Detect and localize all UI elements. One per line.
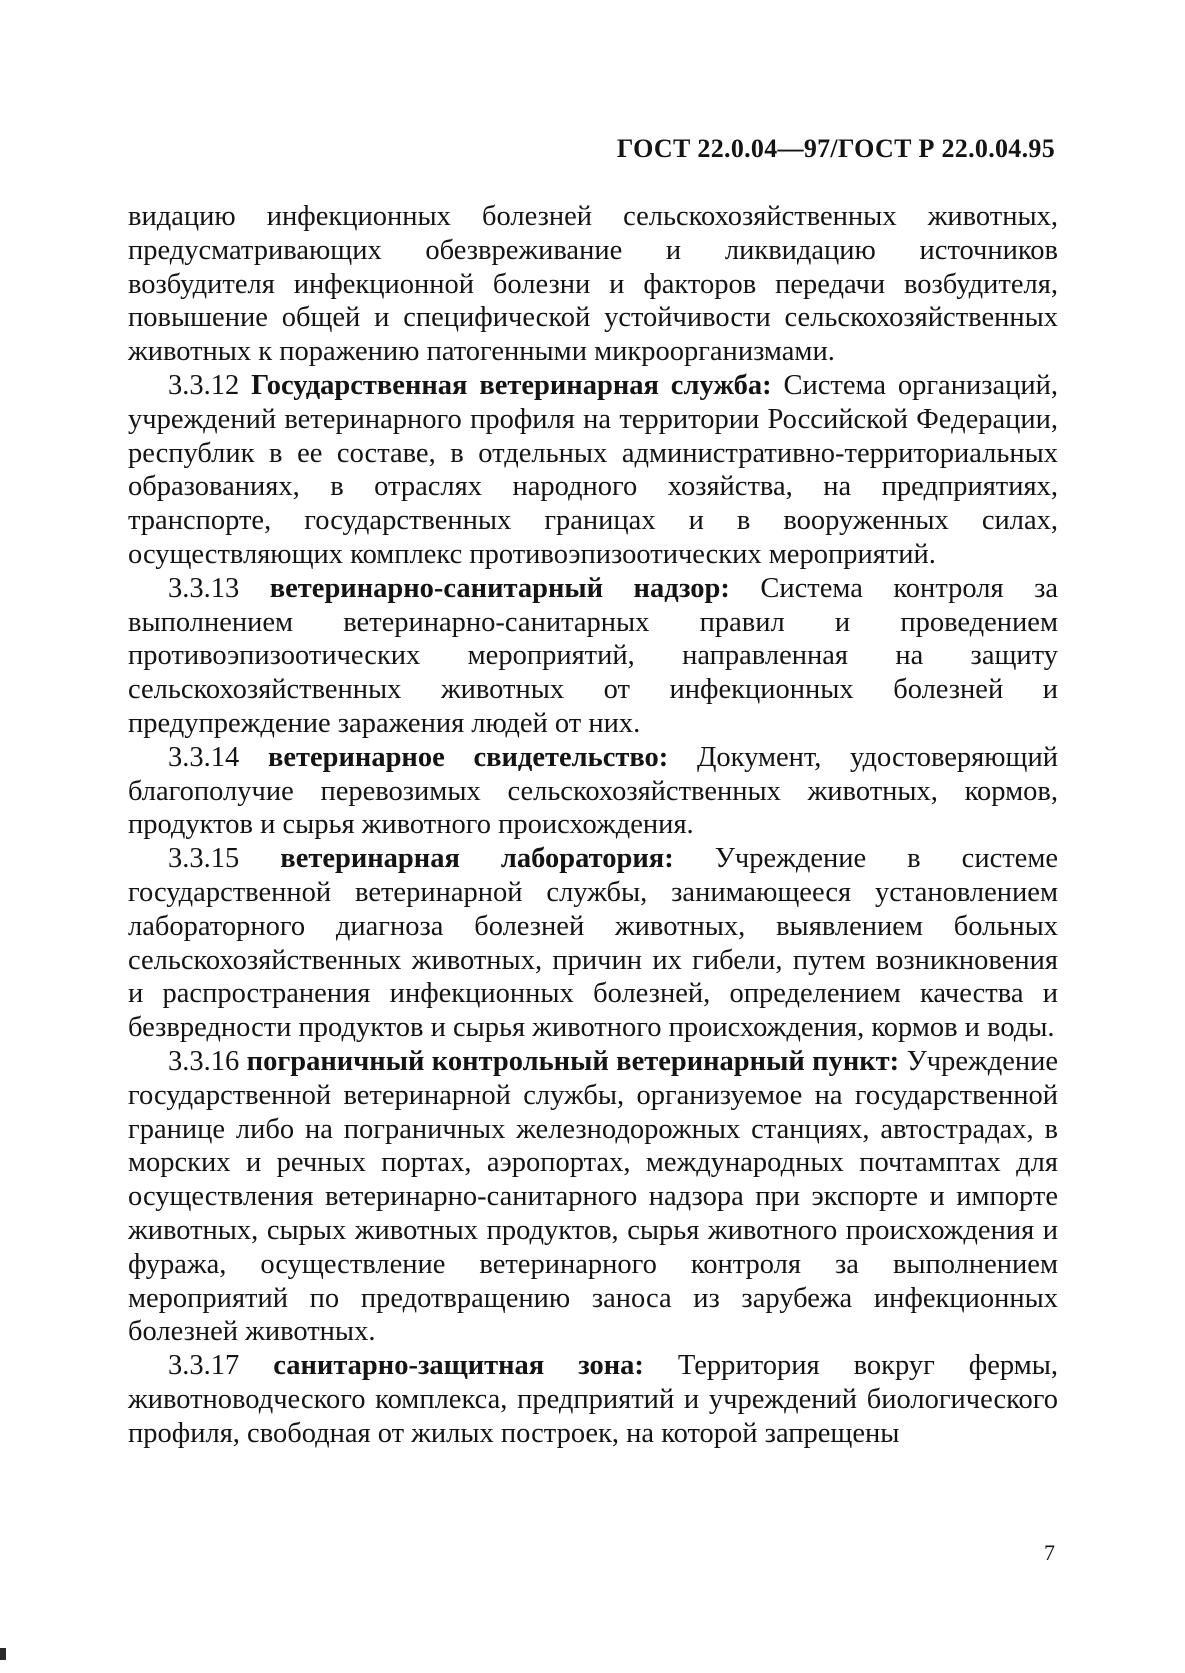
clause-number: 3.3.13	[168, 572, 240, 604]
term-paragraph-3-3-13	[128, 572, 1058, 741]
paragraph-text: видацию инфекционных болезней сельскохозяйственных животных, предусматривающих обезвреживание и ликвидацию источников возбудителя инфекционной болезни и факторов передачи возбудителя, повышение общей и специфической устойчивости сельскохозяйственных животных к поражению патогенными микроорганизмами.	[128, 201, 1058, 368]
clause-number: 3.3.17	[168, 1350, 240, 1382]
scan-edge-mark	[0, 1648, 6, 1660]
term-title: ветеринарно-санитарный надзор:	[269, 572, 730, 604]
continuation-paragraph	[128, 200, 1058, 369]
clause-number: 3.3.15	[168, 843, 240, 875]
term-paragraph-3-3-17	[128, 1349, 1058, 1450]
clause-number: 3.3.12	[168, 369, 240, 401]
term-definition: Система организаций, учреждений ветеринарного профиля на территории Российской Федерации, республик в ее составе, в отдельных административно-территориальных образованиях, в отраслях народного хозяйства, на предприятиях, транспорте, государственных границах и в вооруженных силах, осуществляющих комплекс противоэпизоотических мероприятий.	[128, 369, 1059, 570]
term-definition: Документ, удостоверяющий благополучие перевозимых сельскохозяйственных животных, кормов, продуктов и сырья животного происхождения.	[128, 741, 1058, 841]
term-title: Государственная ветеринарная служба:	[251, 369, 772, 401]
term-definition: Учреждение государственной ветеринарной службы, организуемое на государственной границе либо на пограничных железнодорожных станциях, автострадах, в морских и речных портах, аэропортах, международных почтамптах для осуществления ветеринарно-санитарного надзора при экспорте и импорте животных, сырых животных продуктов, сырья животного происхождения и фуража, осуществление ветеринарного контроля за выполнением мероприятий по предотвращению заноса из зарубежа инфекционных болезней животных.	[128, 1045, 1058, 1348]
term-title: ветеринарная лаборатория:	[280, 843, 674, 875]
term-title: пограничный контрольный ветеринарный пункт:	[246, 1045, 900, 1077]
term-definition: Территория вокруг фермы, животноводческого комплекса, предприятий и учреждений биологического профиля, свободная от жилых построек, на которой запрещены	[128, 1350, 1058, 1449]
term-paragraph-3-3-16	[128, 1045, 1058, 1349]
document-header: ГОСТ 22.0.04—97/ГОСТ Р 22.0.04.95	[616, 134, 1055, 163]
term-title: ветеринарное свидетельство:	[267, 741, 669, 773]
term-title: санитарно-защитная зона:	[273, 1350, 644, 1382]
term-definition: Система контроля за выполнением ветеринарно-санитарных правил и проведением противоэпизоотических мероприятий, направленная на защиту сельскохозяйственных животных от инфекционных болезней и предупреждение заражения людей от них.	[128, 572, 1058, 739]
page-number: 7	[1044, 1540, 1055, 1565]
clause-number: 3.3.14	[168, 741, 240, 773]
term-paragraph-3-3-14	[128, 741, 1058, 842]
term-paragraph-3-3-15	[128, 842, 1058, 1045]
document-body	[128, 200, 1058, 1450]
clause-number: 3.3.16	[168, 1045, 240, 1077]
term-definition: Учреждение в системе государственной ветеринарной службы, занимающееся установлением лабораторного диагноза болезней животных, выявлением больных сельскохозяйственных животных, причин их гибели, путем возникновения и распространения инфекционных болезней, определением качества и безвредности продуктов и сырья животного происхождения, кормов и воды.	[128, 843, 1059, 1044]
term-paragraph-3-3-12	[128, 369, 1058, 572]
